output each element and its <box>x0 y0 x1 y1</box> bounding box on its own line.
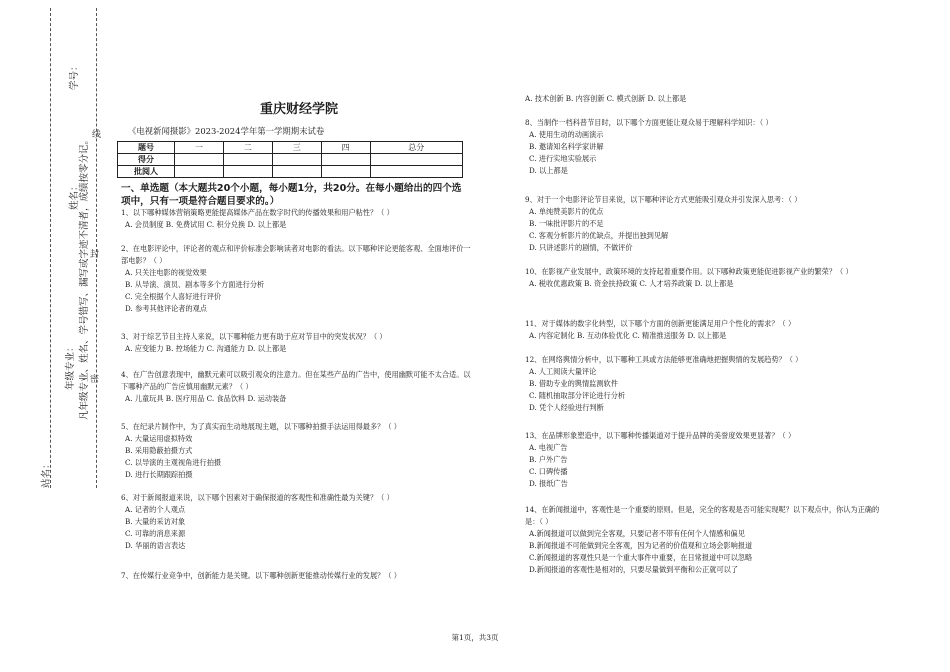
grader-cell[interactable] <box>321 166 370 178</box>
question-5 <box>121 421 476 481</box>
seal-char-feng: 封 <box>90 250 100 260</box>
question-stem: 13、在品牌形象塑造中，以下哪种传播渠道对于提升品牌的美誉度效果更显著？（ ） <box>525 431 796 440</box>
sidebar-name-label: 姓名： <box>69 181 80 210</box>
question-option: C. 完全根据个人喜好进行评价 <box>125 292 222 301</box>
page-footer: 第1页，共3页 <box>451 633 499 642</box>
question-10 <box>525 194 880 254</box>
sidebar-station-label: 站名： <box>41 459 52 488</box>
question-option: D. 华丽的语言表达 <box>125 541 186 550</box>
question-stem: 5、在纪录片制作中，为了真实而生动地展现主题，以下哪种拍摄手法运用得最多？（ ） <box>121 422 401 431</box>
question-11 <box>525 266 880 290</box>
school-title: 重庆财经学院 <box>260 102 339 117</box>
question-option: A.新闻报道可以做到完全客观，只要记者不带有任何个人情感和偏见 <box>529 529 745 538</box>
question-option: D. 只讲述影片的剧情，不做评价 <box>529 243 633 252</box>
question-stem: 4、在广告创意表现中，幽默元素可以吸引观众的注意力。但在某些产品的广告中，使用幽默可能不太合适。以下哪种产品的广告应慎用幽默元素？（ ） <box>121 370 471 391</box>
question-option: A. 只关注电影的视觉效果 <box>125 268 207 277</box>
score-table-head-cell: 四 <box>321 142 370 154</box>
grader-cell[interactable] <box>175 166 224 178</box>
score-cell[interactable] <box>175 154 224 166</box>
question-option: C. 进行实地实验展示 <box>529 154 597 163</box>
sidebar-notice: 凡年级专业、姓名、学号错写、漏写或字迹不清者，成绩按零分记。 <box>79 134 90 420</box>
question-option: C. 可靠的消息来源 <box>125 529 186 538</box>
question-stem: 8、当制作一档科普节目时，以下哪个方面更能让观众易于理解科学知识：（ ） <box>525 118 773 127</box>
question-15 <box>525 504 880 576</box>
section-heading: 一、单选题（本大题共20个小题，每小题1分，共20分。在每小题给出的四个选项中，只有一项是符合题目要求的。） <box>121 183 462 207</box>
question-6 <box>121 492 476 552</box>
sidebar-id-label: 学号： <box>69 61 80 90</box>
question-option: A. 内容定制化 B. 互动体验优化 C. 精准推送服务 D. 以上都是 <box>529 331 727 340</box>
grader-cell[interactable] <box>370 166 462 178</box>
score-table-head-cell: 二 <box>223 142 272 154</box>
question-option: B. 借助专业的舆情监测软件 <box>529 379 618 388</box>
question-stem: 2、在电影评论中，评论者的观点和评价标准会影响读者对电影的看法。以下哪种评论更能客观、全面地评价一部电影？（ ） <box>121 244 471 265</box>
score-table-head-cell: 总分 <box>370 142 462 154</box>
question-option: D.新闻报道的客观性是相对的，只要尽量做到平衡和公正就可以了 <box>529 565 739 574</box>
question-option: A. 儿童玩具 B. 医疗用品 C. 食品饮料 D. 运动装备 <box>125 394 287 403</box>
question-option: B. 邀请知名科学家讲解 <box>529 142 604 151</box>
question-option: B. 户外广告 <box>529 455 568 464</box>
question-13 <box>525 354 880 414</box>
question-option: D. 以上都是 <box>529 166 568 175</box>
question-option: C. 口碑传播 <box>529 467 568 476</box>
question-option: A. 记者的个人观点 <box>125 505 186 514</box>
question-stem: 10、在影视产业发展中，政策环境的支持起着重要作用。以下哪种政策更能促进影视产业的繁荣？（ ） <box>525 267 853 276</box>
question-option: B. 采用隐蔽拍摄方式 <box>125 446 193 455</box>
question-option: A. 使用生动的动画演示 <box>529 130 604 139</box>
score-cell[interactable] <box>272 154 321 166</box>
score-cell[interactable] <box>321 154 370 166</box>
question-stem: 7、在传媒行业竞争中，创新能力是关键。以下哪种创新更能推动传媒行业的发展？（ ） <box>121 571 401 580</box>
question-option: D. 凭个人经验进行判断 <box>529 403 604 412</box>
seal-char-mi: 密 <box>90 375 100 385</box>
question-stem: 11、对于媒体的数字化转型，以下哪个方面的创新更能满足用户个性化的需求？（ ） <box>525 319 796 328</box>
question-option: D. 进行长期跟踪拍摄 <box>125 470 193 479</box>
question-14 <box>525 430 880 490</box>
question-option: B. 从导演、演员、剧本等多个方面进行分析 <box>125 280 265 289</box>
question-option: D. 参考其他评论者的观点 <box>125 304 207 313</box>
score-table-grader-row <box>118 166 463 178</box>
question-stem: 12、在网络舆情分析中，以下哪种工具或方法能够更准确地把握舆情的发展趋势？（ ） <box>525 355 803 364</box>
score-table-head-cell: 一 <box>175 142 224 154</box>
question-stem: A. 技术创新 B. 内容创新 C. 模式创新 D. 以上都是 <box>525 94 687 103</box>
binding-line-outer <box>50 8 51 488</box>
question-option: C. 随机抽取部分评论进行分析 <box>529 391 626 400</box>
sidebar-major-label: 年级专业： <box>65 342 76 390</box>
grader-cell[interactable] <box>272 166 321 178</box>
question-stem: 14、在新闻报道中，客观性是一个重要的原则。但是，完全的客观是否可能实现呢？以下观点中，你认为正确的是：（ ） <box>525 505 880 526</box>
question-9 <box>525 117 880 177</box>
question-option: A. 会员制度 B. 免费试用 C. 积分兑换 D. 以上都是 <box>125 220 287 229</box>
question-option: C. 客观分析影片的优缺点，并提出独到见解 <box>529 231 669 240</box>
question-7 <box>121 570 476 582</box>
question-option: C.新闻报道的客观性只是一个重大事件中重要，在日常报道中可以忽略 <box>529 553 753 562</box>
question-stem: 3、对于综艺节目主持人来说，以下哪种能力更有助于应对节目中的突发状况？（ ） <box>121 332 387 341</box>
question-option: D. 报纸广告 <box>529 479 568 488</box>
question-stem: 9、对于一个电影评论节目来说，以下哪种评论方式更能吸引观众并引发深入思考：（ ） <box>525 195 802 204</box>
question-option: B. 一味批评影片的不足 <box>529 219 604 228</box>
question-option: A. 大量运用虚拟特效 <box>125 434 193 443</box>
score-table-score-row <box>118 154 463 166</box>
grader-row-label: 批阅人 <box>118 166 175 178</box>
question-3 <box>121 331 476 355</box>
question-stem: 6、对于新闻报道来说，以下哪个因素对于确保报道的客观性和准确性最为关键？（ ） <box>121 493 394 502</box>
question-8 <box>525 93 880 105</box>
question-stem: 1、以下哪种媒体营销策略更能提高媒体产品在数字时代的传播效果和用户粘性？（ ） <box>121 208 394 217</box>
question-option: B. 大量的采访对象 <box>125 517 186 526</box>
question-option: A. 人工阅读大量评论 <box>529 367 597 376</box>
score-table <box>117 141 463 178</box>
score-cell[interactable] <box>223 154 272 166</box>
score-row-label: 得分 <box>118 154 175 166</box>
question-1 <box>121 207 476 231</box>
question-4 <box>121 369 476 405</box>
question-2 <box>121 243 476 315</box>
score-table-head-cell: 三 <box>272 142 321 154</box>
grader-cell[interactable] <box>223 166 272 178</box>
exam-title: 《电视新闻摄影》2023-2024学年第一学期期末试卷 <box>128 126 325 136</box>
score-table-header-row <box>118 142 463 154</box>
seal-char-xian: 线 <box>92 130 102 140</box>
question-option: B.新闻报道不可能做到完全客观，因为记者的价值观和立场会影响报道 <box>529 541 753 550</box>
question-option: C. 以导演的主观视角进行拍摄 <box>125 458 222 467</box>
score-cell[interactable] <box>370 154 462 166</box>
question-option: A. 单纯赞美影片的优点 <box>529 207 604 216</box>
score-table-head-cell: 题号 <box>118 142 175 154</box>
question-12 <box>525 318 880 342</box>
question-option: A. 电视广告 <box>529 443 568 452</box>
question-option: A. 税收优惠政策 B. 资金扶持政策 C. 人才培养政策 D. 以上都是 <box>529 279 734 288</box>
question-option: A. 应变能力 B. 控场能力 C. 沟通能力 D. 以上都是 <box>125 344 287 353</box>
